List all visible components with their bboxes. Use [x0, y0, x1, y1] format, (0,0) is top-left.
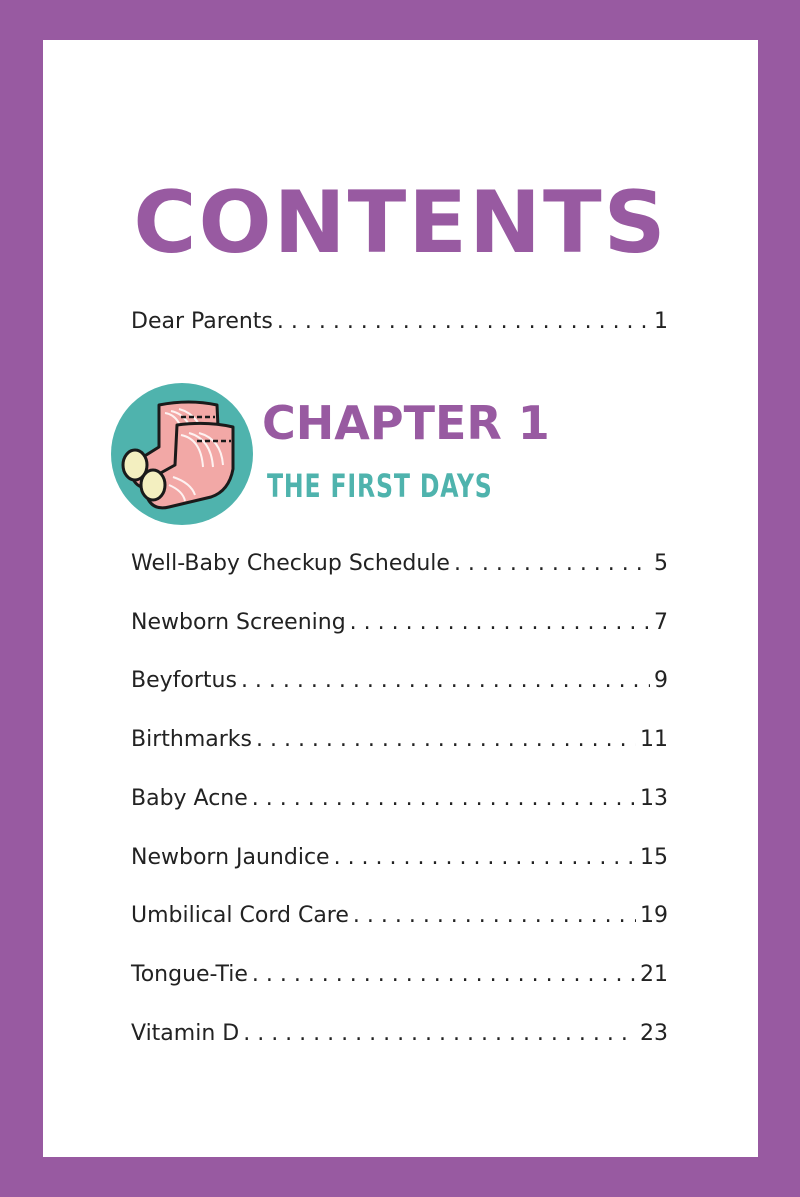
toc-leader-dots [256, 729, 636, 751]
toc-entry-page: 19 [640, 903, 668, 929]
toc-entry[interactable] [131, 785, 668, 811]
toc-entry[interactable] [131, 961, 668, 987]
toc-entry-page: 1 [654, 309, 668, 334]
toc-entry-page: 15 [640, 844, 668, 870]
toc-entry-label: Birthmarks [131, 727, 252, 753]
toc-entry-page: 5 [654, 551, 668, 576]
toc-entry-page: 13 [640, 785, 668, 811]
toc-entry[interactable] [131, 729, 668, 751]
toc-entry-label: Umbilical Cord Care [131, 903, 349, 929]
contents-page [43, 40, 758, 1157]
toc-entry-label: Vitamin D [131, 1020, 240, 1046]
toc-leader-dots [454, 553, 650, 575]
toc-entry-page: 9 [654, 668, 668, 694]
toc-entry[interactable] [131, 844, 668, 870]
toc-entry-label: Baby Acne [131, 785, 248, 811]
toc-entry-label: Dear Parents [131, 309, 273, 334]
chapter-heading: CHAPTER 1 [262, 396, 550, 450]
toc-entry-label: Well-Baby Checkup Schedule [131, 551, 450, 576]
baby-socks-icon [111, 383, 253, 525]
toc-entry[interactable] [131, 609, 668, 635]
toc-entry-label: Tongue-Tie [131, 961, 248, 987]
toc-leader-dots [252, 964, 636, 986]
toc-leader-dots [241, 670, 650, 692]
toc-entry-label: Beyfortus [131, 668, 237, 694]
toc-entry-page: 23 [640, 1020, 668, 1046]
toc-leader-dots [350, 612, 650, 634]
toc-entry-page: 21 [640, 961, 668, 987]
toc-entry[interactable] [131, 670, 668, 692]
toc-entry-label: Newborn Jaundice [131, 844, 330, 870]
toc-entry[interactable] [131, 905, 668, 927]
toc-leader-dots [353, 905, 636, 927]
toc-entry-dear-parents[interactable] [131, 311, 668, 333]
toc-entry[interactable] [131, 553, 668, 575]
toc-entry-page: 7 [654, 609, 668, 635]
toc-entry-label: Newborn Screening [131, 609, 346, 635]
toc-leader-dots [252, 788, 636, 810]
chapter-subtitle: THE FIRST DAYS [267, 467, 493, 505]
toc-leader-dots [243, 1023, 636, 1045]
toc-leader-dots [277, 311, 650, 333]
page-title: CONTENTS [133, 173, 668, 273]
toc-entry[interactable] [131, 1020, 668, 1046]
toc-entry-page: 11 [640, 727, 668, 753]
toc-leader-dots [334, 847, 636, 869]
